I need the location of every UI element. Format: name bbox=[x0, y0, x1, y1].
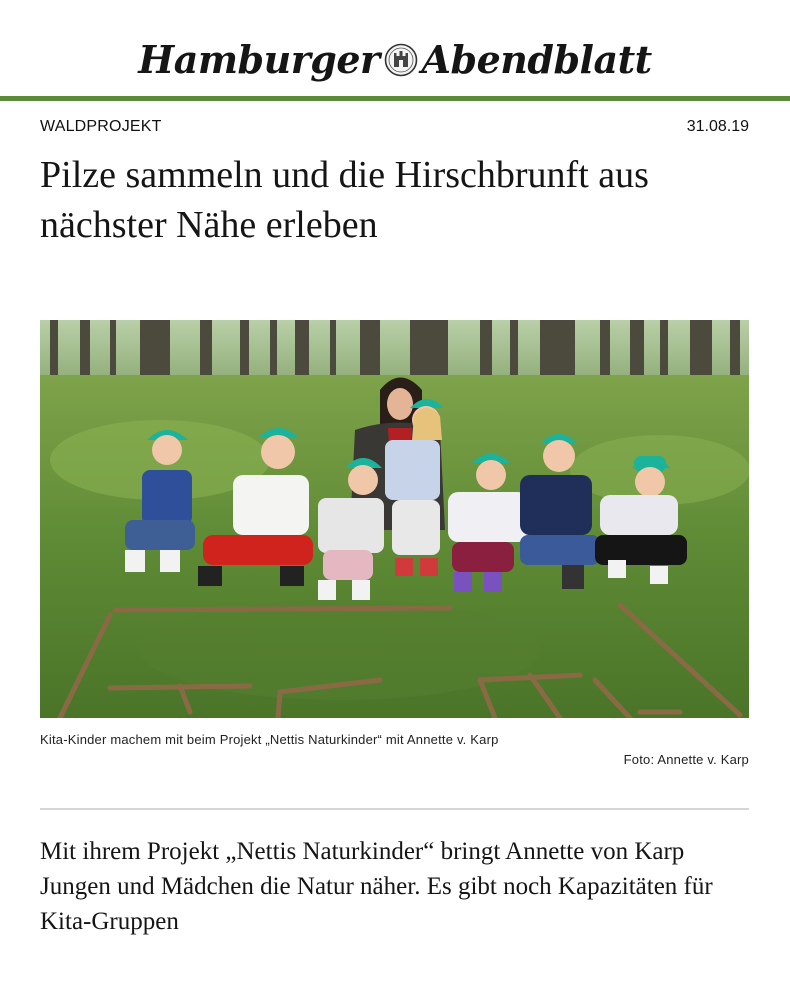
article-date: 31.08.19 bbox=[686, 118, 749, 135]
section-divider bbox=[40, 808, 749, 810]
logo-word-right: Abendblatt bbox=[421, 36, 652, 82]
article-photo[interactable] bbox=[40, 320, 749, 718]
hamburg-seal-icon bbox=[384, 43, 418, 77]
article-kicker: WALDPROJEKT bbox=[40, 118, 162, 135]
article-teaser: Mit ihrem Projekt „Nettis Naturkinder“ bringt Annette von Karp Jungen und Mädchen die Natur näher. Es gibt noch Kapazitäten für Kita-Gruppen bbox=[40, 838, 713, 935]
forest-group-photo bbox=[40, 320, 749, 718]
masthead bbox=[0, 0, 790, 96]
logo-word-left: Hamburger bbox=[138, 36, 380, 82]
masthead-green-rule bbox=[0, 96, 790, 101]
newspaper-logo[interactable] bbox=[0, 34, 790, 82]
photo-credit: Foto: Annette v. Karp bbox=[623, 752, 749, 767]
photo-caption: Kita-Kinder machem mit beim Projekt „Nettis Naturkinder“ mit Annette v. Karp bbox=[40, 732, 499, 747]
article-headline: Pilze sammeln und die Hirschbrunft aus nächster Nähe erleben bbox=[40, 154, 649, 246]
